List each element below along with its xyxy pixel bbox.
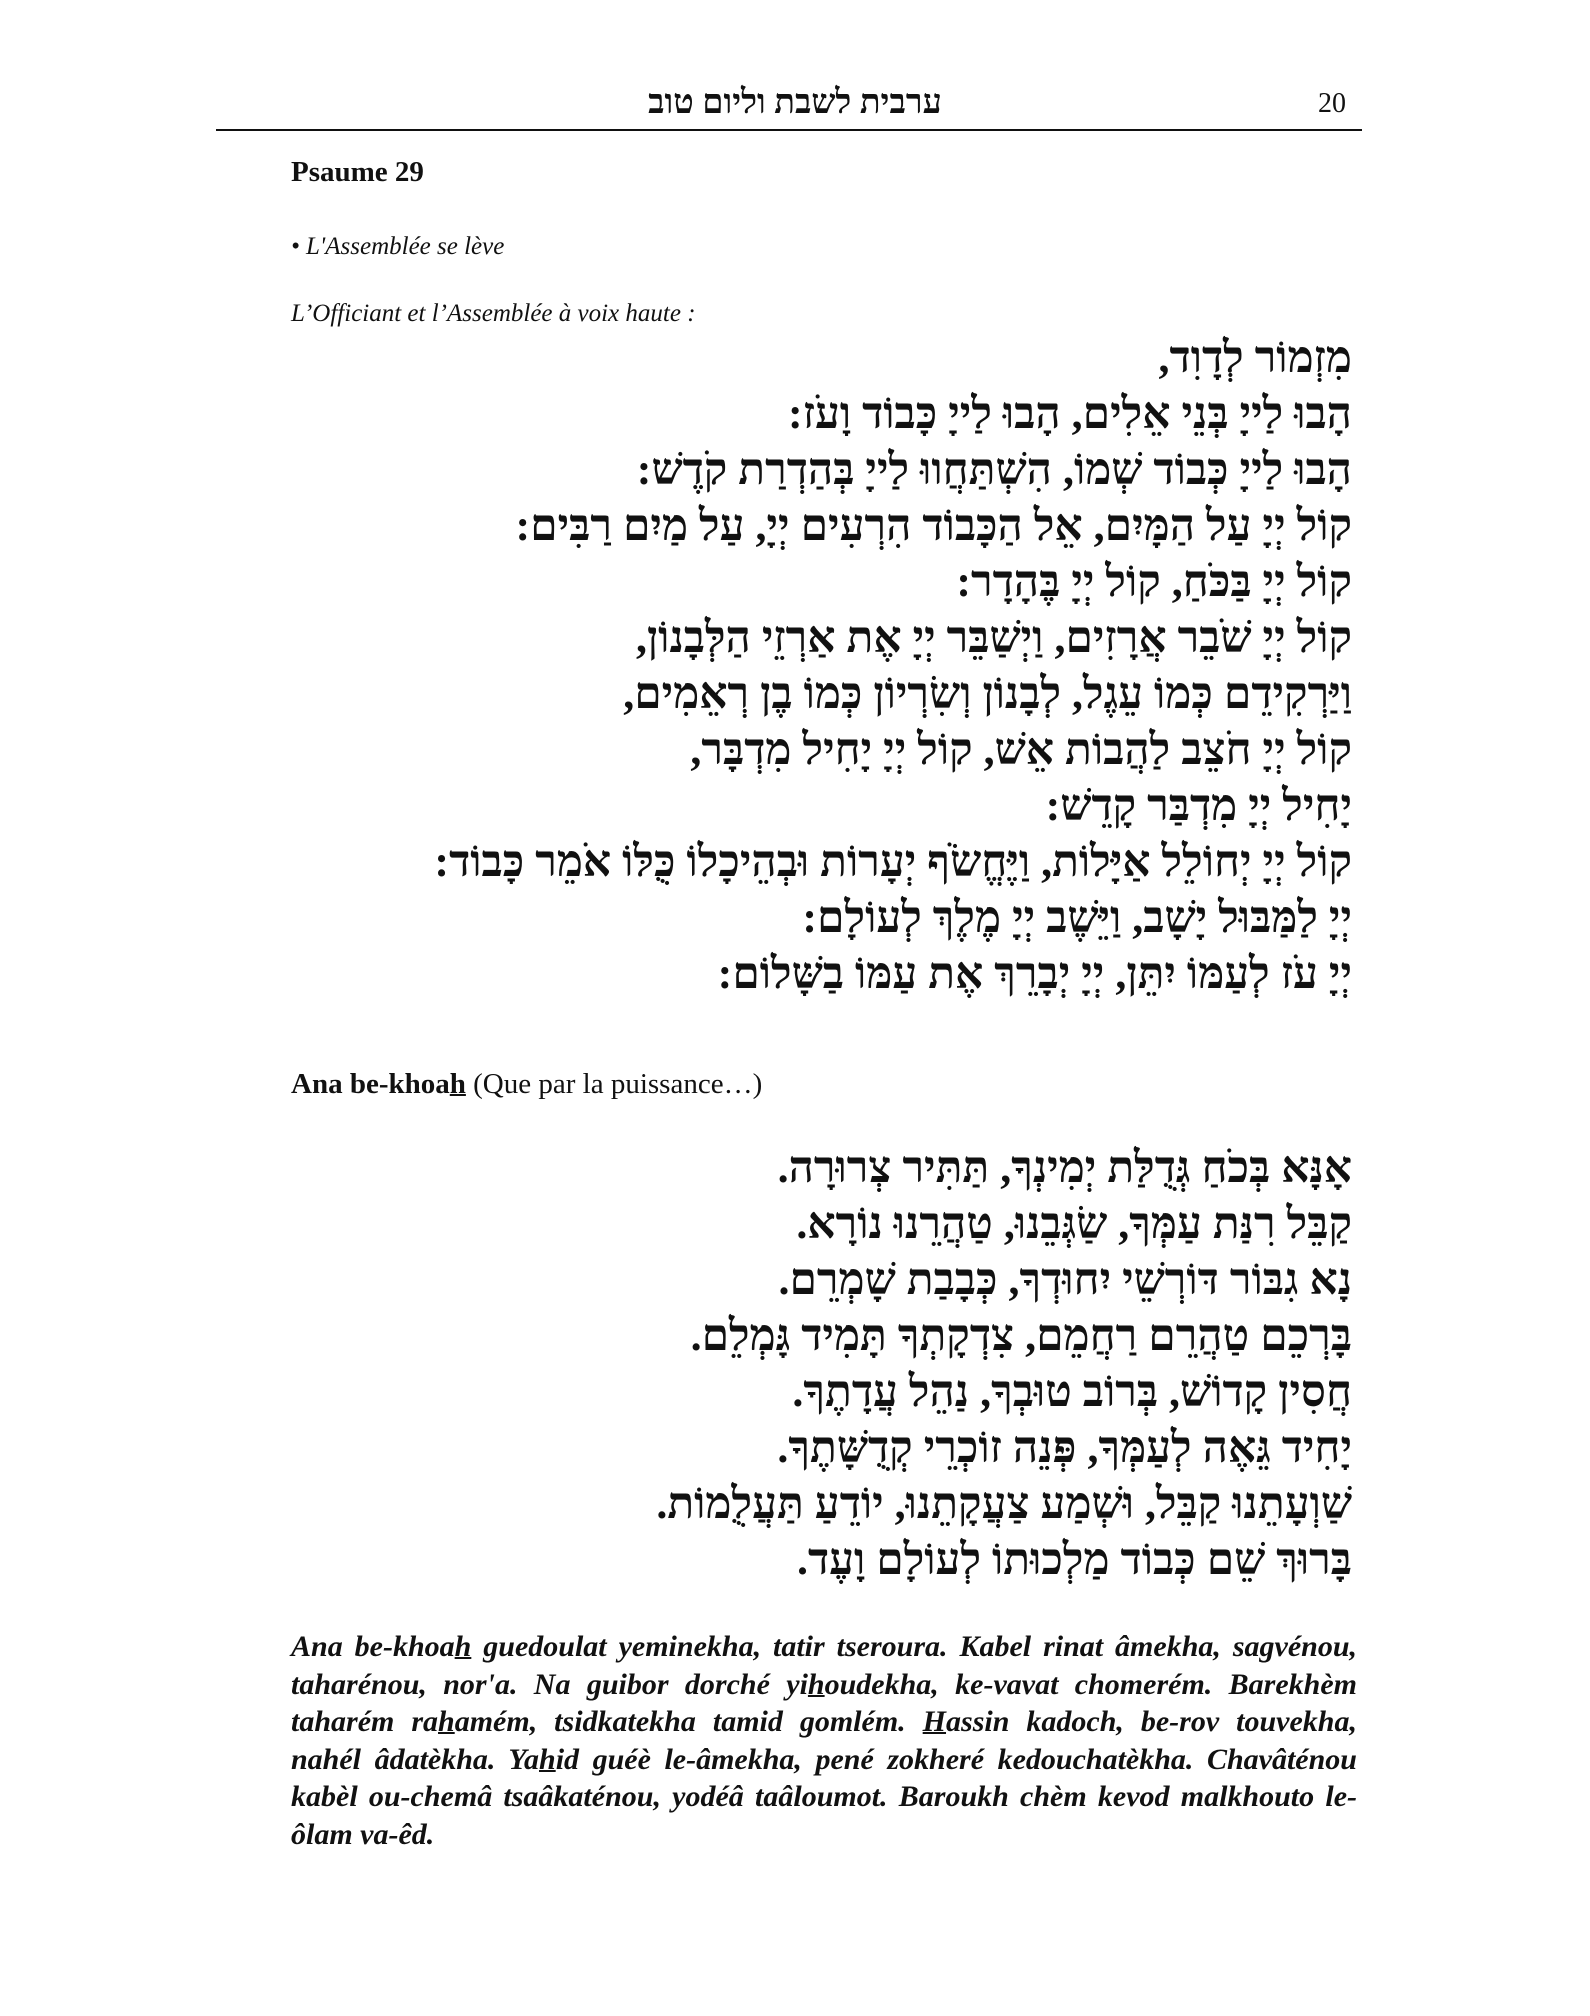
page-number: 20 <box>1318 88 1346 119</box>
transliteration-text: assin kadoch, be-rov touvekha, nahél âdatèkha. Ya <box>291 1705 1357 1776</box>
header-divider <box>216 129 1362 131</box>
transliteration-text: oudekha, ke-vavat chomerém. Barekhèm taharém ra <box>291 1667 1357 1738</box>
psalm-line: וַיַּרְקִידֵם כְּמוֹ עֵגֶל, לְבָנוֹן וְשִׂרְיוֹן כְּמוֹ בֶן רְאֵמִים, <box>623 669 1352 718</box>
psalm-line: מִזְמוֹר לְדָוִד, <box>1158 333 1352 382</box>
ana-line: יָחִיד גֵּאֶה לְעַמְּךָ, פְּנֵה זוֹכְרֵי קְדֻשָּׁתֶךָ. <box>777 1423 1352 1472</box>
ana-line: שַׁוְעָתֵנוּ קַבֵּל, וּשְׁמַע צַעֲקָתֵנוּ, יוֹדֵעַ תַּעֲלֻמוֹת. <box>656 1479 1352 1528</box>
ana-title-underlined-h: h <box>449 1068 466 1100</box>
header-title: ערבית לשבת וליום טוב <box>648 84 942 121</box>
underlined-letter: H <box>922 1705 947 1738</box>
psalm-line: הָבוּ לַייָ בְּנֵי אֵלִים, הָבוּ לַייָ כָּבוֹד וָעֹז: <box>788 389 1352 438</box>
psalm-line: קוֹל יְיָ שֹׁבֵר אֲרָזִים, וַיְשַׁבֵּר יְיָ אֶת אַרְזֵי הַלְּבָנוֹן, <box>635 613 1352 662</box>
transliteration-text: Ana be-khoa <box>291 1630 455 1663</box>
psalm-hebrew-text <box>434 330 1352 1002</box>
ana-title-subtitle: (Que par la puissance…) <box>465 1068 763 1100</box>
psalm-line: הָבוּ לַייָ כְּבוֹד שְׁמוֹ, הִשְׁתַּחֲווּ לַייָ בְּהַדְרַת קֹדֶשׁ: <box>636 445 1352 494</box>
underlined-letter: h <box>438 1705 455 1738</box>
ana-line: בָּרוּךְ שֵׁם כְּבוֹד מַלְכוּתוֹ לְעוֹלָם וָעֶד. <box>796 1535 1352 1584</box>
ana-line: נָא גִבּוֹר דּוֹרְשֵׁי יִחוּדְךָ, כְּבָבַת שָׁמְרֵם. <box>778 1255 1352 1304</box>
ana-hebrew-text <box>656 1140 1352 1588</box>
underlined-letter: h <box>539 1742 556 1776</box>
ana-title-bold: Ana be-khoa <box>291 1068 450 1100</box>
ana-bekhoah-title <box>291 1068 762 1101</box>
psalm-line: יְיָ עֹז לְעַמּוֹ יִתֵּן, יְיָ יְבָרֵךְ אֶת עַמּוֹ בַשָּׁלוֹם: <box>717 949 1352 998</box>
transliteration-text: id guéè le-âmekha, pené zokheré kedouchatèkha. Chavâténou kabèl ou-chemâ tsaâkaténou, yodéâ taâloumot. Baroukh chèm kevod malkhouto le-ôlam va-êd. <box>291 1742 1357 1851</box>
stand-instruction: • L'Assemblée se lève <box>291 233 505 260</box>
ana-line: אָנָּא בְּכֹחַ גְּדֻלַּת יְמִינְךָ, תַּתִּיר צְרוּרָה. <box>777 1143 1352 1192</box>
psalm-title: Psaume 29 <box>291 156 424 188</box>
psalm-line: יְיָ לַמַּבּוּל יָשָׁב, וַיֵּשֶׁב יְיָ מֶלֶךְ לְעוֹלָם: <box>802 893 1352 942</box>
psalm-line: קוֹל יְיָ יְחוֹלֵל אַיָּלוֹת, וַיֶּחֱשֹׂף יְעָרוֹת וּבְהֵיכָלוֹ כֻּלּוֹ אֹמֵר כָּבוֹד: <box>434 837 1352 886</box>
ana-line: חֲסִין קָדוֹשׁ, בְּרוֹב טוּבְךָ, נַהֵל עֲדָתֶךָ. <box>792 1367 1352 1416</box>
transliteration-text: amém, tsidkatekha tamid gomlém. <box>454 1705 923 1738</box>
psalm-line: קוֹל יְיָ בַּכֹּחַ, קוֹל יְיָ בֶּהָדָר: <box>956 557 1352 606</box>
transliteration-paragraph <box>291 1628 1357 1853</box>
ana-line: קַבֵּל רִנַּת עַמְּךָ, שַׂגְּבֵנוּ, טַהֲרֵנוּ נוֹרָא. <box>796 1199 1352 1248</box>
ana-line: בָּרְכֵם טַהֲרֵם רַחֲמֵם, צִדְקָתְךָ תָּמִיד גָּמְלֵם. <box>690 1311 1352 1360</box>
voice-instruction: L’Officiant et l’Assemblée à voix haute : <box>291 300 696 327</box>
underlined-letter: h <box>807 1667 825 1701</box>
psalm-line: קוֹל יְיָ עַל הַמָּיִם, אֵל הַכָּבוֹד הִרְעִים יְיָ, עַל מַיִם רַבִּים: <box>515 501 1352 550</box>
psalm-line: יָחִיל יְיָ מִדְבַּר קָדֵשׁ: <box>1045 781 1352 830</box>
underlined-letter: h <box>454 1630 472 1663</box>
transliteration-text: guedoulat yeminekha, tatir tseroura. Kabel rinat âmekha, sagvénou, taharénou, nor'a. Na guibor dorché yi <box>291 1630 1358 1701</box>
psalm-line: קוֹל יְיָ חֹצֵב לַהֲבוֹת אֵשׁ, קוֹל יְיָ יָחִיל מִדְבָּר, <box>690 725 1352 774</box>
